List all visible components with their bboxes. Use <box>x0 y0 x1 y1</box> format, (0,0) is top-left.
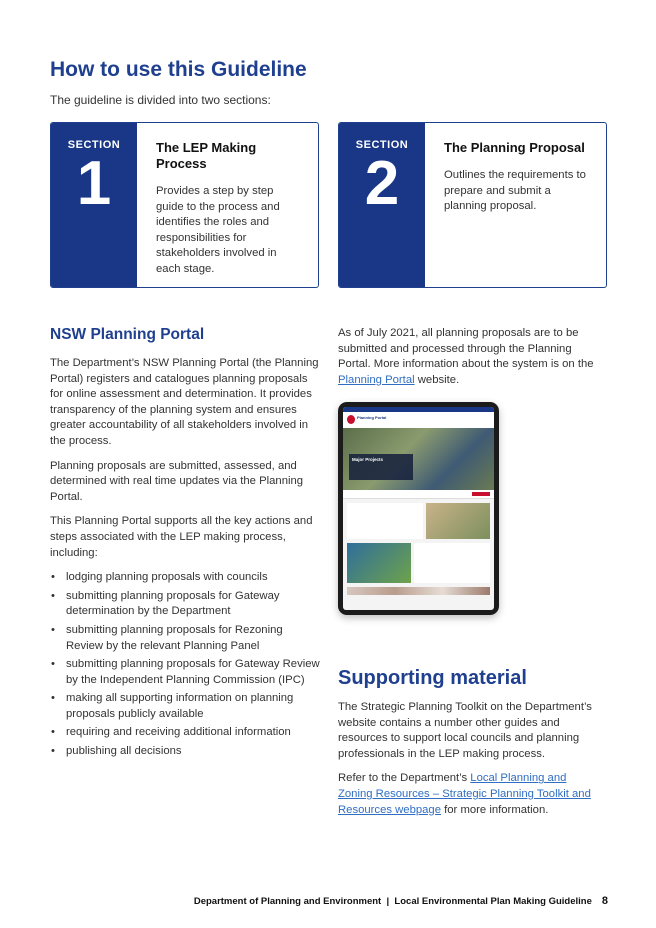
list-item: • submitting planning proposals for Gateway Review by the Independent Planning Commission (IPC) <box>50 657 320 688</box>
section-title: The LEP Making Process <box>156 140 257 171</box>
text-span: website. <box>414 373 460 386</box>
list-item: • lodging planning proposals with councils <box>50 570 320 586</box>
section-label: SECTION <box>355 139 409 151</box>
section-title: The Planning Proposal <box>444 140 585 155</box>
section-label: SECTION <box>67 139 121 151</box>
list-item: • submitting planning proposals for Rezoning Review by the relevant Planning Panel <box>50 623 320 654</box>
text-span: Refer to the Department’s <box>338 772 471 785</box>
footer-text: Department of Planning and Environment | Local Environmental Plan Making Guideline <box>193 896 592 907</box>
intro-text: The guideline is divided into two sections: <box>50 93 271 107</box>
portal-info-paragraph <box>338 326 600 388</box>
list-item: • requiring and receiving additional information <box>50 725 320 741</box>
page-title: How to use this Guideline <box>50 58 307 81</box>
portal-paragraph: This Planning Portal supports all the key actions and steps associated with the LEP making process, including: <box>50 515 313 559</box>
portal-heading: NSW Planning Portal <box>50 326 205 343</box>
text-span: for more information. <box>441 803 549 816</box>
supporting-paragraph <box>338 771 600 818</box>
portal-paragraph: The Department’s NSW Planning Portal (the Planning Portal) registers and catalogues planning proposals for online assessment and determination. It provides transparency of the planning system and ensures greater accountability of all stakeholders involved in the process. <box>50 357 319 447</box>
nsw-logo-icon <box>347 415 355 424</box>
text-span: As of July 2021, all planning proposals are to be submitted and processed through the Planning Portal. More information about the system is on the <box>338 327 594 371</box>
resources-link[interactable]: Local Planning and Zoning Resources – Strategic Planning Toolkit and Resources webpage <box>338 772 591 816</box>
section-description: Provides a step by step guide to the process and identifies the roles and responsibilities for stakeholders involved in each stage. <box>156 185 280 275</box>
portal-bullet-list <box>50 570 320 760</box>
portal-column <box>50 326 320 763</box>
list-item: • publishing all decisions <box>50 744 320 760</box>
right-column <box>338 326 600 397</box>
section-1-badge <box>51 123 137 287</box>
section-2-card <box>338 122 607 288</box>
tablet-image <box>338 402 499 615</box>
supporting-paragraph: The Strategic Planning Toolkit on the Department’s website contains a number other guides and resources to support local councils and planning professionals in the LEP making process. <box>338 701 592 760</box>
supporting-heading: Supporting material <box>338 667 527 689</box>
list-item: • submitting planning proposals for Gateway determination by the Department <box>50 589 320 620</box>
section-description: Outlines the requirements to prepare and submit a planning proposal. <box>444 169 586 213</box>
planning-portal-link[interactable]: Planning Portal <box>338 373 415 386</box>
section-number: 1 <box>76 149 112 218</box>
page-number: 8 <box>601 895 608 907</box>
page-footer <box>168 895 608 907</box>
section-number: 2 <box>364 149 400 218</box>
screen-logo-text: Planning Portal <box>357 415 387 420</box>
supporting-section <box>338 667 600 827</box>
section-1-card <box>50 122 319 288</box>
screen-hero-text: Major Projects <box>352 457 384 462</box>
section-2-badge <box>339 123 425 287</box>
list-item: • making all supporting information on planning proposals publicly available <box>50 691 320 722</box>
portal-paragraph: Planning proposals are submitted, assessed, and determined with real time updates via the Planning Portal. <box>50 459 304 503</box>
tablet-screen <box>343 407 494 610</box>
